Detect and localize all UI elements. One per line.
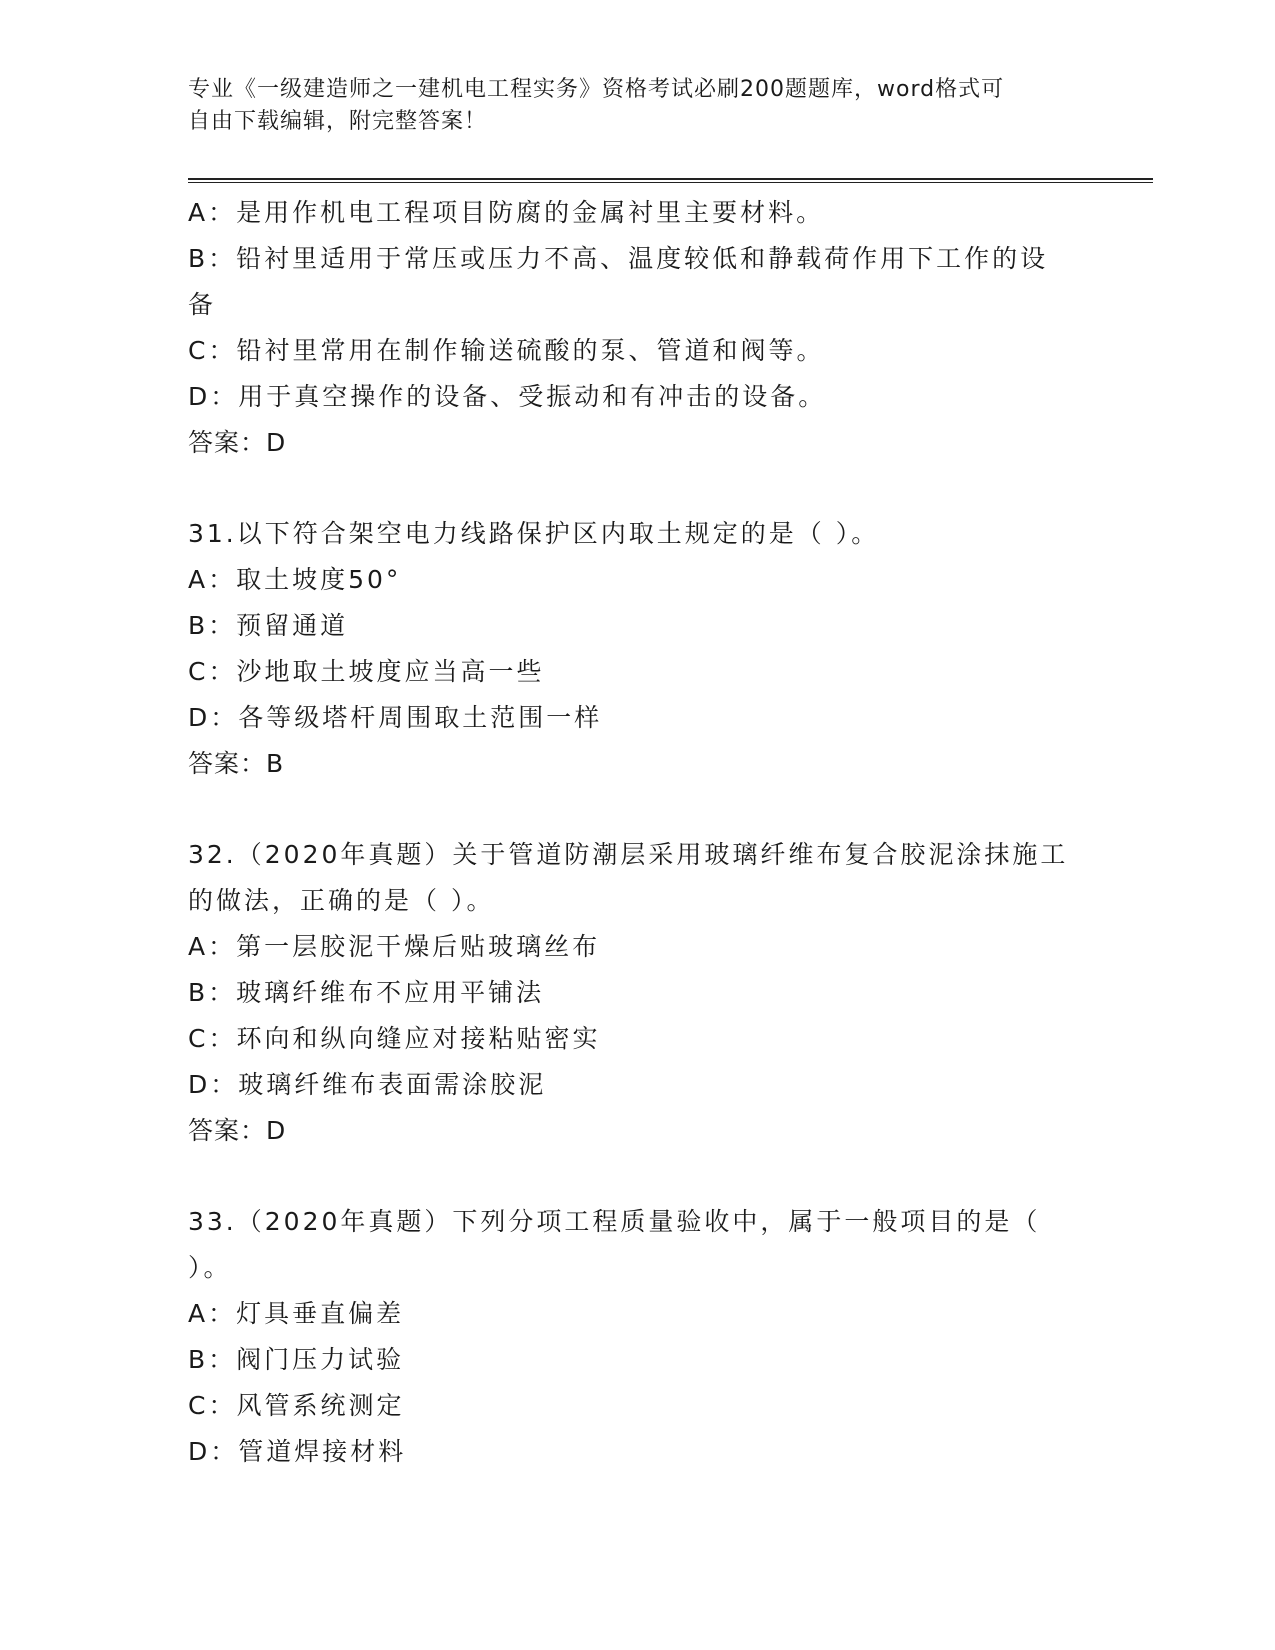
option-c: C：环向和纵向缝应对接粘贴密实 bbox=[188, 1024, 601, 1053]
option-d: D：管道焊接材料 bbox=[188, 1437, 407, 1466]
question-text-wrap: ）。 bbox=[188, 1253, 232, 1282]
option-b: B：阀门压力试验 bbox=[188, 1345, 405, 1374]
option-d: D：用于真空操作的设备、受振动和有冲击的设备。 bbox=[188, 382, 827, 411]
option-a: A：是用作机电工程项目防腐的金属衬里主要材料。 bbox=[188, 198, 825, 227]
header-line-2: 自由下载编辑，附完整答案！ bbox=[188, 109, 488, 134]
answer-label: 答案：D bbox=[188, 428, 287, 457]
option-c: C：风管系统测定 bbox=[188, 1391, 405, 1420]
document-header bbox=[188, 74, 1088, 138]
question-30-continuation bbox=[188, 190, 1098, 466]
option-b: B：铅衬里适用于常压或压力不高、温度较低和静载荷作用下工作的设 bbox=[188, 244, 1049, 273]
option-a: A：灯具垂直偏差 bbox=[188, 1299, 405, 1328]
document-body bbox=[188, 190, 1098, 1475]
question-33 bbox=[188, 1199, 1098, 1475]
question-31 bbox=[188, 511, 1098, 787]
question-text: 31.以下符合架空电力线路保护区内取土规定的是（ ）。 bbox=[188, 519, 880, 548]
option-a: A：第一层胶泥干燥后贴玻璃丝布 bbox=[188, 932, 601, 961]
answer-label: 答案：D bbox=[188, 1116, 287, 1145]
option-d: D：各等级塔杆周围取土范围一样 bbox=[188, 703, 603, 732]
question-text: 32.（2020年真题）关于管道防潮层采用玻璃纤维布复合胶泥涂抹施工 bbox=[188, 840, 1069, 869]
question-32 bbox=[188, 832, 1098, 1154]
header-line-1: 专业《一级建造师之一建机电工程实务》资格考试必刷200题题库，word格式可 bbox=[188, 77, 1005, 102]
option-c: C：沙地取土坡度应当高一些 bbox=[188, 657, 545, 686]
option-b-wrap: 备 bbox=[188, 290, 217, 319]
option-d: D：玻璃纤维布表面需涂胶泥 bbox=[188, 1070, 547, 1099]
answer-label: 答案：B bbox=[188, 749, 285, 778]
option-b: B：预留通道 bbox=[188, 611, 349, 640]
option-c: C：铅衬里常用在制作输送硫酸的泵、管道和阀等。 bbox=[188, 336, 825, 365]
option-a: A：取土坡度50° bbox=[188, 565, 402, 594]
header-divider bbox=[188, 178, 1153, 183]
question-text: 33.（2020年真题）下列分项工程质量验收中，属于一般项目的是（ bbox=[188, 1207, 1041, 1236]
option-b: B：玻璃纤维布不应用平铺法 bbox=[188, 978, 545, 1007]
question-text-wrap: 的做法，正确的是（ ）。 bbox=[188, 886, 495, 915]
